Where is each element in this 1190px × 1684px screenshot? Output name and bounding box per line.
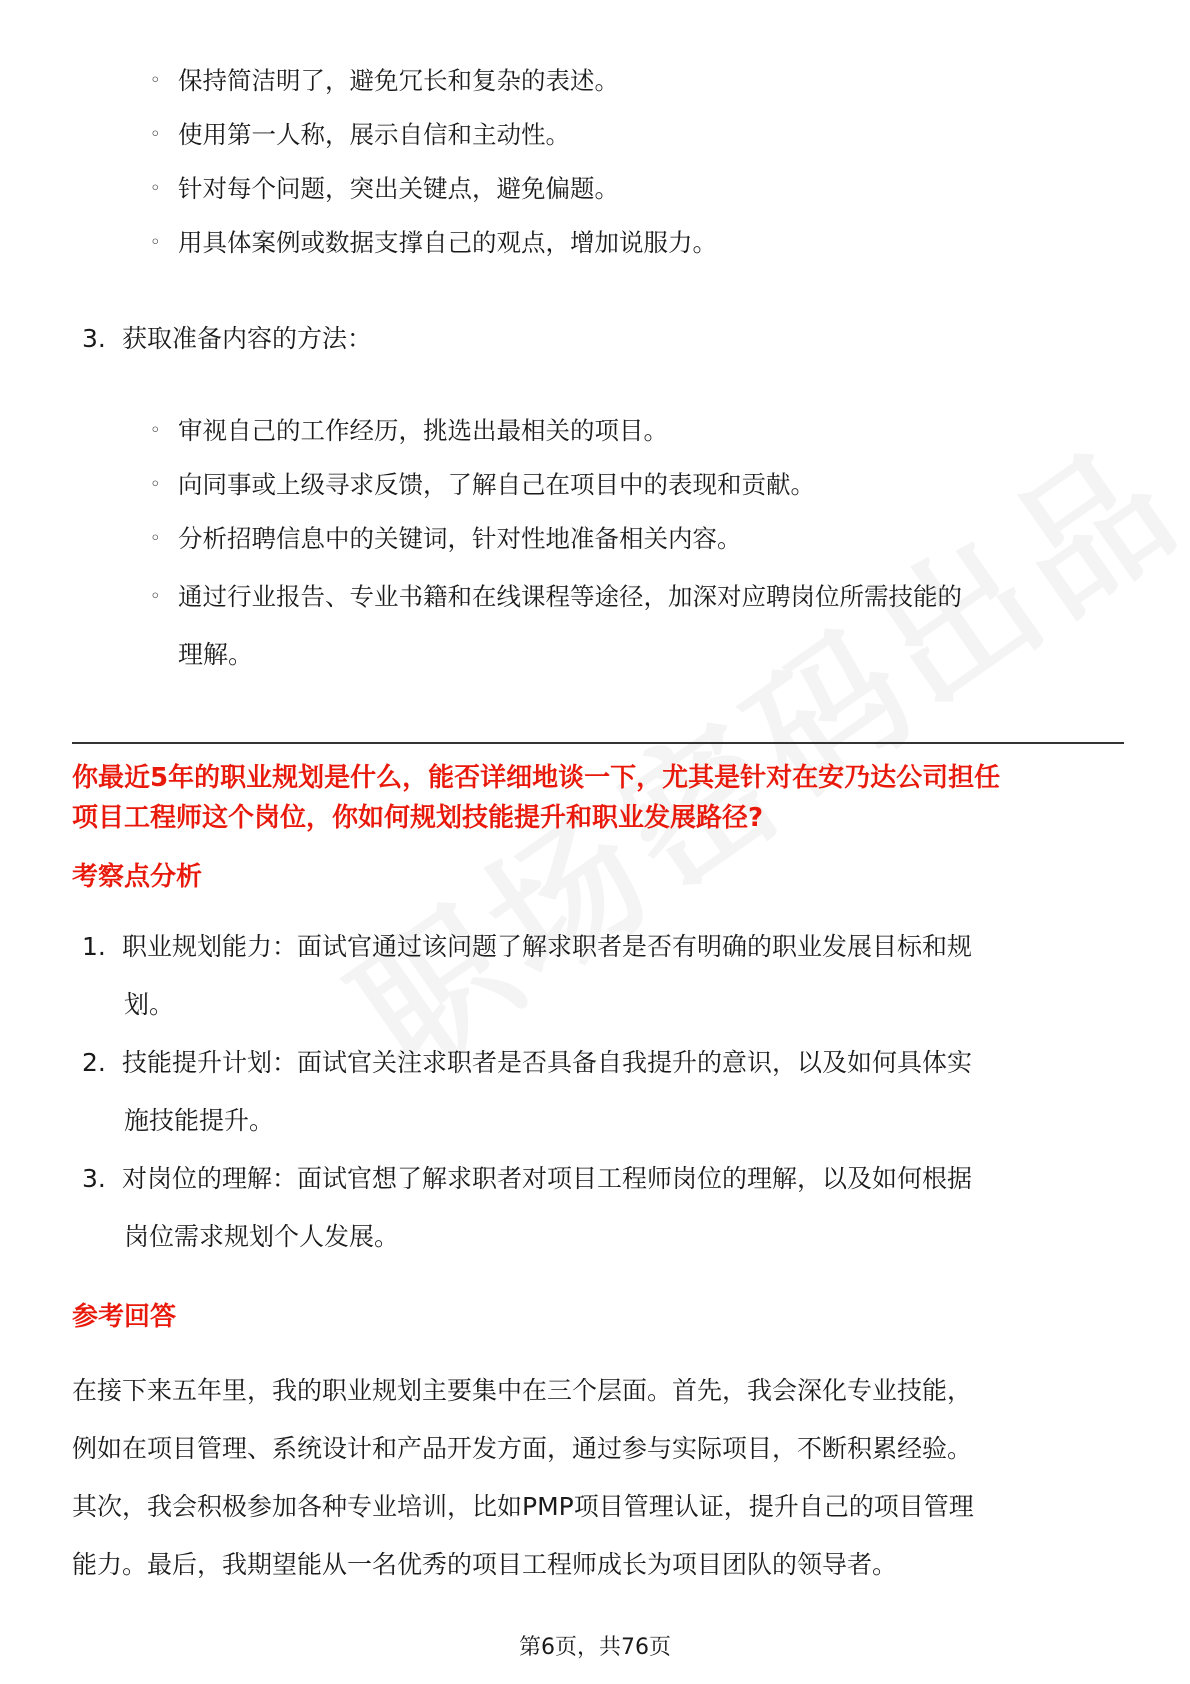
numbered-item-continuation: 施技能提升。 bbox=[124, 1106, 275, 1135]
list-item-continuation: 理解。 bbox=[178, 640, 254, 669]
circle-bullet-icon: ◦ bbox=[150, 586, 161, 607]
analysis-title: 考察点分析 bbox=[72, 862, 203, 892]
divider bbox=[72, 742, 1124, 744]
answer-line: 例如在项目管理、系统设计和产品开发方面，通过参与实际项目，不断积累经验。 bbox=[72, 1434, 973, 1463]
list-item: ◦ 使用第一人称，展示自信和主动性。 bbox=[150, 106, 570, 164]
question-heading: 你最近5年的职业规划是什么，能否详细地谈一下，尤其是针对在安乃达公司担任 项目工程师这个岗位，你如何规划技能提升和职业发展路径? bbox=[72, 763, 1001, 833]
list-item: ◦ 分析招聘信息中的关键词，针对性地准备相关内容。 bbox=[150, 510, 742, 568]
answer-line: 能力。最后，我期望能从一名优秀的项目工程师成长为项目团队的领导者。 bbox=[72, 1550, 898, 1579]
circle-bullet-icon: ◦ bbox=[150, 528, 161, 549]
circle-bullet-icon: ◦ bbox=[150, 420, 161, 441]
list-item: ◦ 向同事或上级寻求反馈，了解自己在项目中的表现和贡献。 bbox=[150, 456, 815, 514]
list-item: ◦ 通过行业报告、专业书籍和在线课程等途径，加深对应聘岗位所需技能的 bbox=[150, 568, 962, 626]
answer-line: 在接下来五年里，我的职业规划主要集中在三个层面。首先，我会深化专业技能， bbox=[72, 1376, 973, 1405]
list-item: ◦ 保持简洁明了，避免冗长和复杂的表述。 bbox=[150, 52, 619, 110]
numbered-item-continuation: 岗位需求规划个人发展。 bbox=[124, 1222, 400, 1251]
circle-bullet-icon: ◦ bbox=[150, 124, 161, 145]
circle-bullet-icon: ◦ bbox=[150, 70, 161, 91]
answer-title: 参考回答 bbox=[72, 1302, 177, 1332]
numbered-item-continuation: 划。 bbox=[124, 990, 175, 1019]
answer-line: 其次，我会积极参加各种专业培训，比如PMP项目管理认证，提升自己的项目管理 bbox=[72, 1492, 974, 1521]
list-item: ◦ 审视自己的工作经历，挑选出最相关的项目。 bbox=[150, 402, 668, 460]
circle-bullet-icon: ◦ bbox=[150, 178, 161, 199]
circle-bullet-icon: ◦ bbox=[150, 232, 161, 253]
page-number: 第6页，共76页 bbox=[519, 1635, 671, 1660]
numbered-item: 1. 职业规划能力：面试官通过该问题了解求职者是否有明确的职业发展目标和规 bbox=[82, 932, 973, 961]
circle-bullet-icon: ◦ bbox=[150, 474, 161, 495]
list-item: ◦ 用具体案例或数据支撑自己的观点，增加说服力。 bbox=[150, 214, 717, 272]
numbered-item: 3. 获取准备内容的方法： bbox=[82, 324, 373, 353]
numbered-item: 2. 技能提升计划：面试官关注求职者是否具备自我提升的意识，以及如何具体实 bbox=[82, 1048, 973, 1077]
list-item: ◦ 针对每个问题，突出关键点，避免偏题。 bbox=[150, 160, 619, 218]
numbered-item: 3. 对岗位的理解：面试官想了解求职者对项目工程师岗位的理解，以及如何根据 bbox=[82, 1164, 973, 1193]
